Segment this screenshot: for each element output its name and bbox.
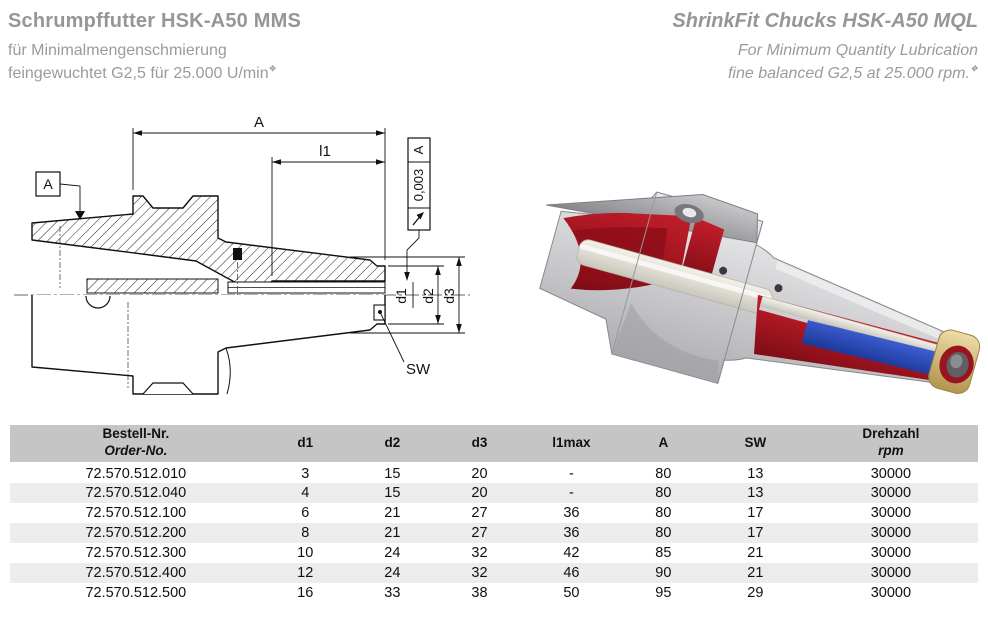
arrow-a-left — [133, 130, 142, 136]
arrow-l1-right — [376, 159, 385, 165]
arrow-d2-top — [435, 266, 441, 275]
table-cell: 72.570.512.400 — [10, 563, 262, 583]
table-cell: 72.570.512.040 — [10, 483, 262, 503]
table-cell: 80 — [655, 465, 672, 482]
col-header-d3: d3 — [436, 425, 523, 463]
table-cell: 72.570.512.010 — [85, 465, 187, 482]
exterior-lower-profile — [32, 295, 385, 394]
table-cell: 30000 — [804, 483, 978, 503]
dim-label-d2: d2 — [420, 288, 436, 304]
subtitle-en-line2: fine balanced G2,5 at 25.000 rpm. — [727, 65, 970, 83]
seal-block — [233, 248, 242, 260]
table-cell: 27 — [436, 523, 523, 543]
dim-label-d1: d1 — [393, 288, 409, 304]
chuck-3d-group — [513, 155, 988, 420]
table-row — [10, 523, 978, 543]
col-header-rpm-de: Drehzahl — [862, 426, 920, 442]
table-cell: 20 — [436, 483, 523, 503]
col-header-rpm — [804, 425, 978, 463]
col-header-order-no — [10, 425, 262, 463]
table-cell: 36 — [563, 505, 580, 521]
table-cell: 12 — [262, 563, 349, 583]
table-cell: 30000 — [870, 465, 912, 482]
dim-label-d3: d3 — [441, 288, 457, 304]
dim-label-l1: l1 — [319, 143, 331, 160]
header-english — [508, 10, 978, 85]
table-cell: 8 — [262, 523, 349, 543]
col-header-sw: SW — [707, 425, 804, 463]
footnote-symbol-de: ❖ — [268, 63, 277, 74]
subtitle-de-line2: feingewuchtet G2,5 für 25.000 U/min — [8, 65, 269, 83]
table-cell: 24 — [384, 545, 401, 561]
table-cell: 30000 — [870, 505, 912, 521]
section-upper-profile — [32, 196, 385, 285]
table-cell: - — [523, 483, 620, 503]
col-header-order-no-de: Bestell-Nr. — [102, 426, 170, 442]
table-row — [10, 543, 978, 563]
table-cell: 32 — [471, 545, 488, 561]
table-cell: 95 — [655, 585, 672, 601]
sw-leader — [380, 312, 404, 362]
datum-label: A — [43, 176, 53, 192]
table-row — [10, 503, 978, 523]
subtitle-en — [508, 39, 978, 85]
table-cell: 30000 — [804, 563, 978, 583]
tolerance-datum-label: A — [411, 145, 426, 155]
table-cell: 3 — [301, 465, 310, 482]
col-header-l1max: l1max — [523, 425, 620, 463]
table-cell: 13 — [747, 465, 764, 482]
table-cell: 72.570.512.200 — [10, 523, 262, 543]
arrow-d3-bottom — [456, 324, 462, 333]
table-cell: 30000 — [804, 523, 978, 543]
table-row — [10, 483, 978, 503]
col-header-rpm-en: rpm — [878, 443, 904, 459]
header-german — [8, 10, 468, 85]
tolerance-leader — [407, 230, 419, 276]
table-cell: 30000 — [870, 545, 912, 561]
table-cell: 80 — [655, 505, 672, 521]
table-cell: 33 — [384, 585, 401, 601]
subtitle-de-line1: für Minimalmengenschmierung — [8, 42, 227, 59]
dim-label-a: A — [253, 114, 265, 131]
technical-drawing — [0, 100, 510, 420]
table-cell: 38 — [471, 585, 488, 601]
page-title-en: ShrinkFit Chucks HSK-A50 MQL — [672, 10, 978, 32]
table-cell: 72.570.512.500 — [85, 585, 187, 601]
table-cell: 42 — [563, 545, 580, 561]
page-title-de: Schrumpffutter HSK-A50 MMS — [8, 10, 301, 32]
arrow-d3-top — [456, 257, 462, 266]
table-cell: 24 — [349, 563, 436, 583]
table-cell: 72.570.512.300 — [85, 545, 187, 561]
product-photo-3d — [510, 95, 988, 420]
subtitle-en-line1: For Minimum Quantity Lubrication — [737, 42, 978, 59]
table-cell: - — [568, 465, 574, 482]
table-cell: 13 — [707, 483, 804, 503]
table-cell: 46 — [523, 563, 620, 583]
col-header-d2: d2 — [349, 425, 436, 463]
table-cell: 21 — [349, 523, 436, 543]
lower-relief-curve — [226, 348, 230, 394]
table-cell: 17 — [707, 523, 804, 543]
col-header-order-no-en: Order-No. — [104, 443, 168, 459]
spec-table-header — [10, 425, 978, 463]
table-cell: 30000 — [870, 585, 912, 601]
table-cell: 4 — [262, 483, 349, 503]
arrow-l1-left — [272, 159, 281, 165]
table-cell: 90 — [620, 563, 707, 583]
datum-leader — [60, 184, 80, 212]
table-cell: 85 — [655, 545, 672, 561]
subtitle-de — [8, 39, 468, 85]
table-cell: 21 — [747, 545, 764, 561]
table-cell: 29 — [747, 585, 764, 601]
table-cell: 32 — [436, 563, 523, 583]
table-cell: 72.570.512.100 — [85, 505, 187, 521]
col-header-d1: d1 — [262, 425, 349, 463]
table-cell: 21 — [384, 505, 401, 521]
flange-collar-section — [87, 279, 218, 293]
col-header-a: A — [620, 425, 707, 463]
table-cell: 15 — [349, 483, 436, 503]
arrow-a-right — [376, 130, 385, 136]
table-body — [10, 463, 978, 603]
table-cell: 10 — [297, 545, 314, 561]
table-cell: 20 — [471, 465, 488, 482]
dim-label-sw: SW — [406, 361, 431, 378]
table-cell: 15 — [384, 465, 401, 482]
tolerance-value-label: 0,003 — [411, 168, 426, 202]
table-cell: 16 — [297, 585, 314, 601]
table-cell: 80 — [620, 523, 707, 543]
table-cell: 6 — [301, 505, 310, 521]
table-row — [10, 463, 978, 483]
footnote-symbol-en: ❖ — [969, 63, 978, 74]
table-cell: 36 — [523, 523, 620, 543]
table-cell: 17 — [747, 505, 764, 521]
tolerance-leader-arrow — [404, 272, 410, 281]
spec-table — [10, 425, 978, 603]
table-cell: 27 — [471, 505, 488, 521]
table-row — [10, 583, 978, 603]
table-row — [10, 563, 978, 583]
table-cell: 21 — [707, 563, 804, 583]
table-cell: 80 — [620, 483, 707, 503]
arrow-d2-bottom — [435, 315, 441, 324]
table-cell: 50 — [563, 585, 580, 601]
